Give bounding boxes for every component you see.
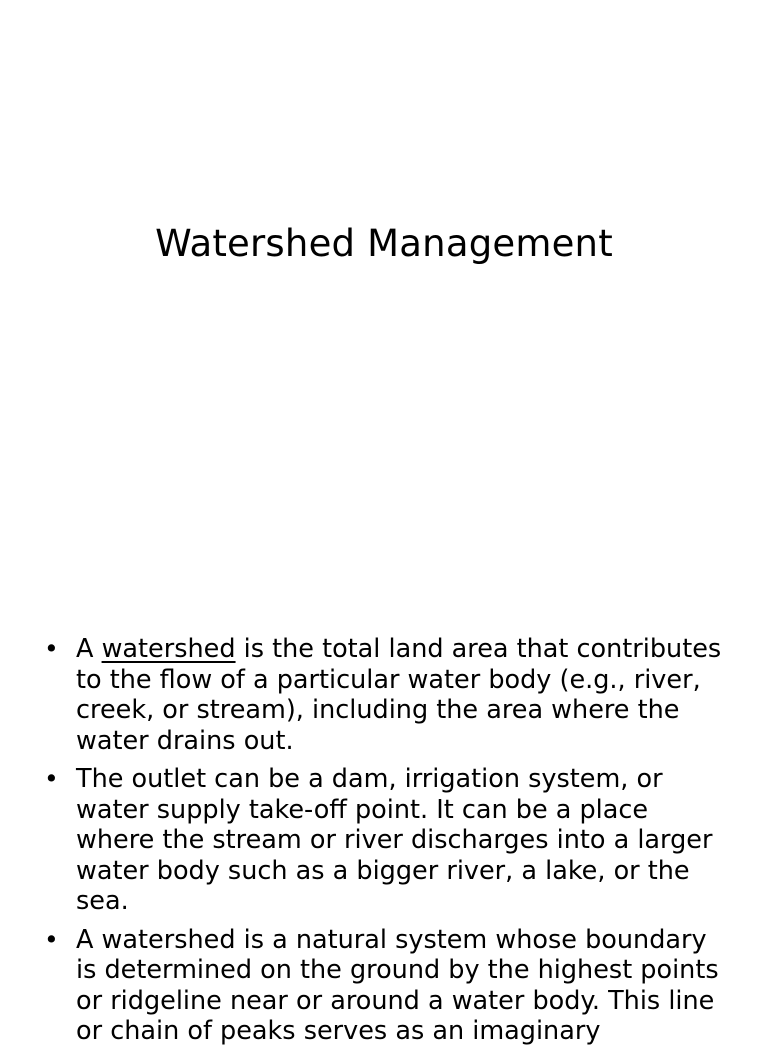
bullet-text: The outlet can be a dam, irrigation system, or water supply take-off point. It can be a place where the stream or river discharges into a larger water body such as a bigger river, a lake, or the sea. [76, 764, 713, 916]
watershed-term: watershed [101, 634, 236, 664]
bullet-item-outlet [0, 764, 768, 917]
bullet-prefix: A [76, 634, 102, 664]
bullet-dot-icon: • [44, 634, 59, 663]
slide-title: Watershed Management [155, 222, 613, 265]
bullet-text: A watershed is a natural system whose boundary is determined on the ground by the highest points or ridgeline near or around a water body. This line or chain of peaks serves as an imaginary [76, 924, 719, 1046]
bullet-item-watershed-definition [0, 634, 768, 756]
bullet-dot-icon: • [44, 764, 59, 793]
bullet-text: is the total land area that contributes to the flow of a particular water body (e.g., river, creek, or stream), including the area where the water drains out. [76, 634, 722, 756]
bullet-dot-icon: • [44, 924, 59, 954]
bullet-list [0, 634, 768, 1055]
bullet-item-natural-system [0, 925, 768, 1047]
